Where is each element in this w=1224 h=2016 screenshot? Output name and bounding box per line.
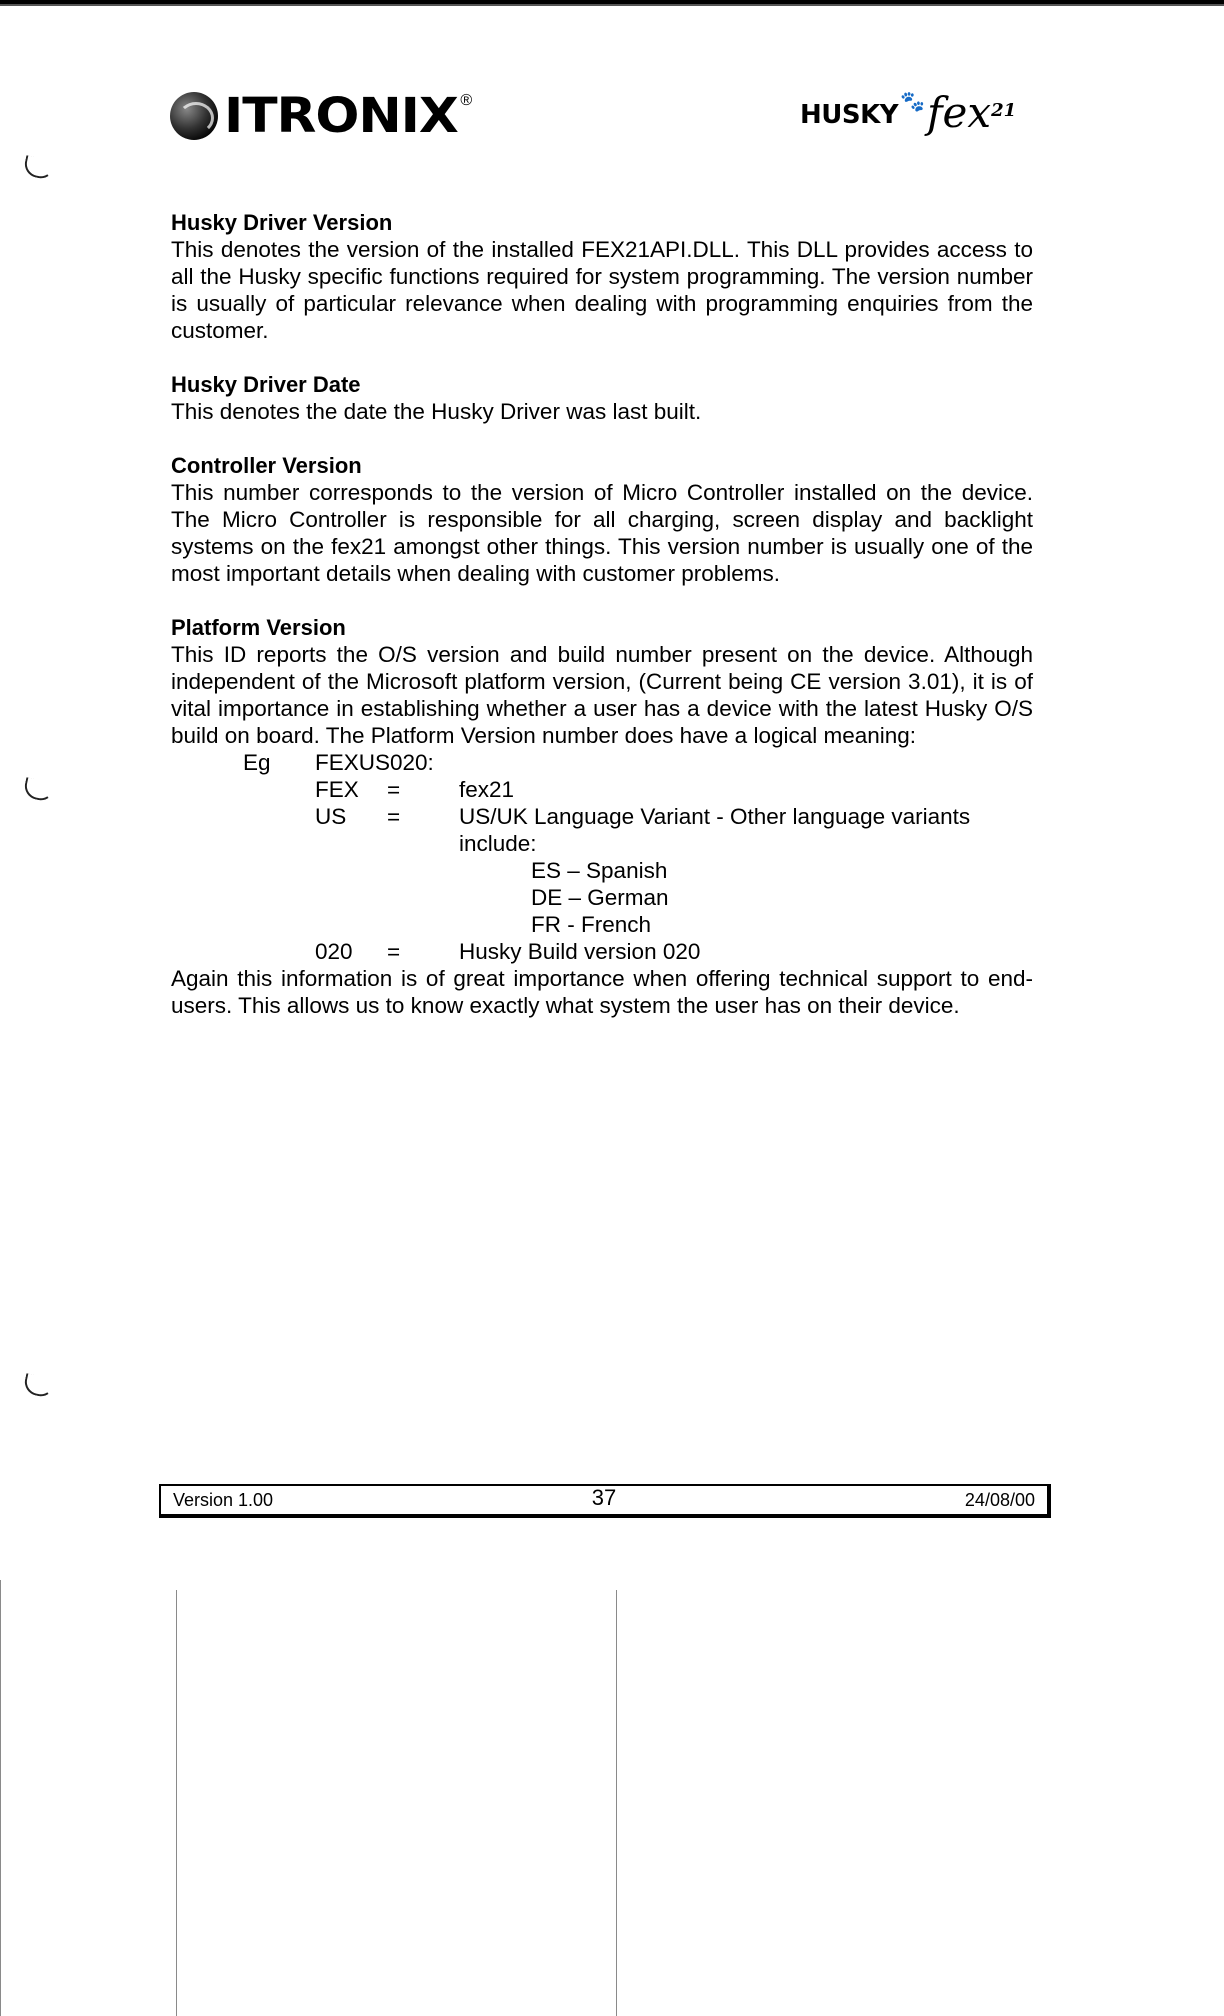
section-controller-version: [171, 452, 1033, 587]
language-variant: [171, 911, 1033, 938]
example-continuation-text: include:: [459, 831, 537, 856]
page-footer: [159, 1484, 1051, 1518]
footer-version: Version 1.00: [173, 1490, 274, 1510]
example-row: [171, 938, 1033, 965]
example-continuation: [171, 830, 1033, 857]
scan-column-line: [176, 1590, 177, 2016]
itronix-logo: [170, 88, 472, 144]
punch-hole-mark: [22, 777, 56, 803]
example-label: Eg: [243, 750, 271, 775]
section-platform-version: [171, 614, 1033, 1019]
example-meaning: Husky Build version 020: [459, 939, 701, 964]
example-equals: =: [387, 804, 401, 829]
closing-paragraph: Again this information is of great importance when offering technical support to end-users. This allows us to know exactly what system the user has on their device.: [171, 966, 1033, 1018]
fex-logo-text: fex: [926, 88, 992, 137]
example-header-row: [171, 749, 1033, 776]
example-part: 020: [315, 939, 353, 964]
document-body: [171, 209, 1033, 1019]
language-variant-text: FR - French: [531, 912, 652, 937]
example-row: [171, 803, 1033, 830]
example-meaning: US/UK Language Variant - Other language variants: [459, 804, 971, 829]
example-part: FEX: [315, 777, 359, 802]
section-body: This ID reports the O/S version and build number present on the device. Although independent of the Microsoft platform version, (Current being CE version 3.01), it is of vital importance in establishing whether a user has a device with the latest Husky O/S build on board. The Platform Version number does have a logical meaning:: [171, 642, 1033, 748]
platform-version-example: [171, 749, 1033, 965]
section-heading: Husky Driver Date: [171, 372, 361, 397]
footer-page-number: 37: [591, 1485, 617, 1510]
section-body: This number corresponds to the version of Micro Controller installed on the device. The Micro Controller is responsible for all charging, screen display and backlight systems on the fex21 amongst other things. This version number is usually one of the most important details when dealing with customer problems.: [171, 480, 1033, 586]
punch-hole-mark: [22, 1373, 56, 1399]
section-heading: Controller Version: [171, 453, 362, 478]
husky-fex21-logo: [800, 88, 1017, 137]
section-body: This denotes the date the Husky Driver was last built.: [171, 399, 702, 424]
language-variant: [171, 884, 1033, 911]
example-part: US: [315, 804, 347, 829]
example-equals: =: [387, 777, 401, 802]
paw-print-icon: 🐾: [900, 91, 925, 113]
top-border-shadow: [0, 4, 1224, 6]
section-heading: Husky Driver Version: [171, 210, 393, 235]
fex-model-number: 21: [991, 100, 1017, 121]
example-meaning: fex21: [459, 777, 515, 802]
example-code: FEXUS020:: [315, 750, 434, 775]
husky-logo-text: HUSKY: [800, 100, 899, 130]
section-heading: Platform Version: [171, 615, 346, 640]
language-variant-text: ES – Spanish: [531, 858, 668, 883]
section-husky-driver-date: [171, 371, 1033, 425]
language-variant: [171, 857, 1033, 884]
scan-edge-line: [0, 1580, 1, 2016]
language-variant-text: DE – German: [531, 885, 669, 910]
scan-column-line: [616, 1590, 617, 2016]
section-body: This denotes the version of the installed FEX21API.DLL. This DLL provides access to all the Husky specific functions required for system programming. The version number is usually of particular relevance when dealing with programming enquiries from the customer.: [171, 237, 1033, 343]
section-husky-driver-version: [171, 209, 1033, 344]
footer-date: 24/08/00: [964, 1490, 1035, 1510]
itronix-logo-text: ITRONIX: [224, 88, 458, 144]
example-equals: =: [387, 939, 401, 964]
example-row: [171, 776, 1033, 803]
registered-mark: ®: [460, 92, 473, 109]
punch-hole-mark: [22, 155, 56, 181]
globe-icon: [170, 92, 218, 140]
